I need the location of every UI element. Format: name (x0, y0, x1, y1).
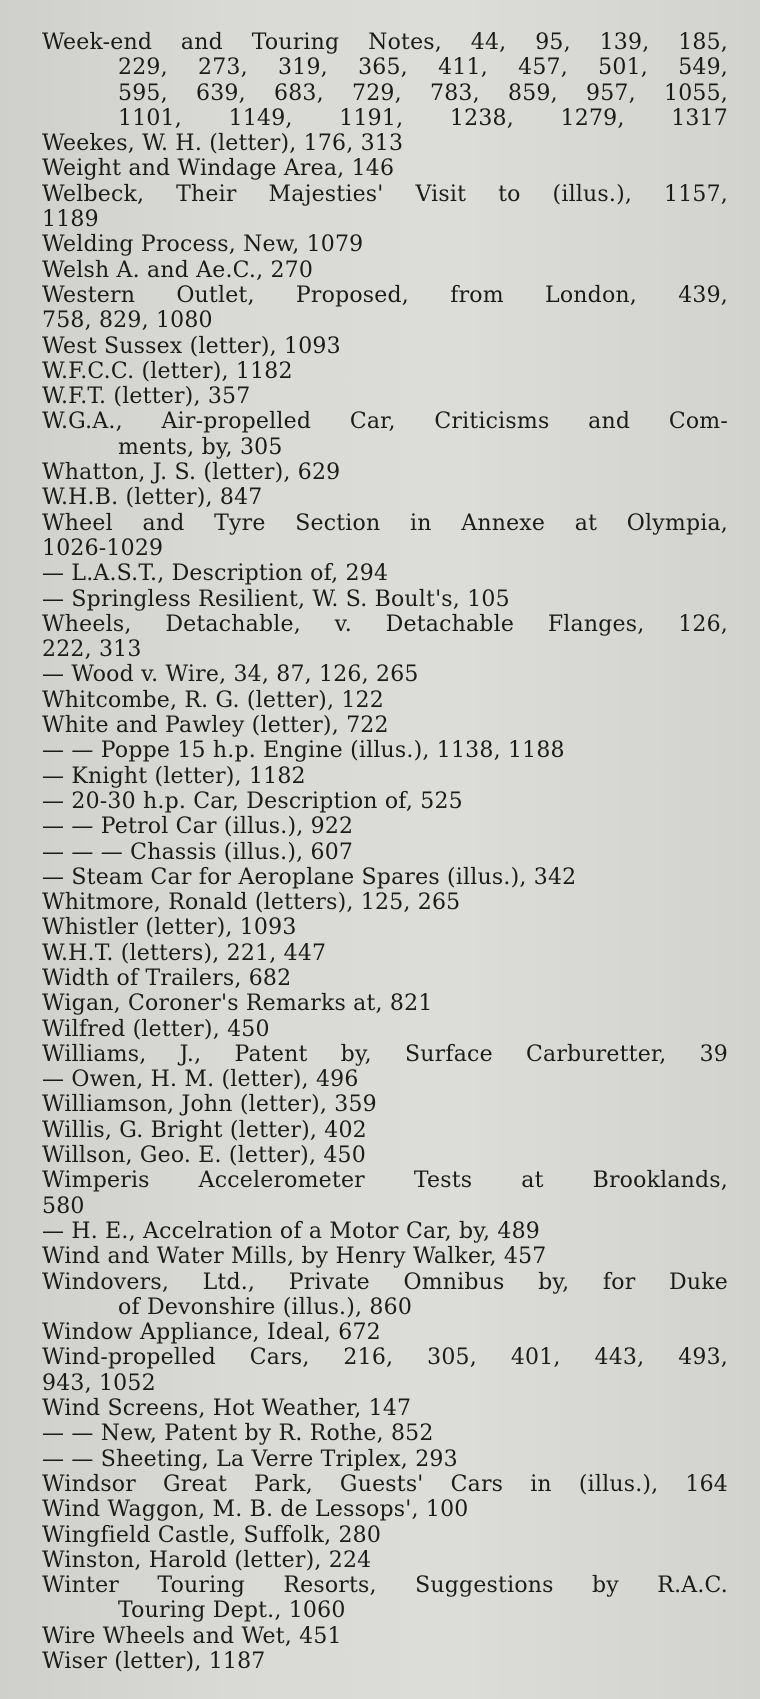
index-entry (42, 561, 728, 586)
index-entry-line: — H. E., Accelration of a Motor Car, by, 489 (42, 1218, 540, 1244)
index-entry (42, 890, 728, 915)
index-entry (42, 485, 728, 510)
index-entry (42, 1497, 728, 1522)
index-entry-line: Western Outlet, Proposed, from London, 439, (42, 282, 728, 308)
index-entry-line: — — New, Patent by R. Rothe, 852 (42, 1421, 434, 1447)
index-entry-line: Weight and Windage Area, 146 (42, 156, 395, 182)
index-entry (42, 258, 728, 283)
index-entry-line: Wind Waggon, M. B. de Lessops', 100 (42, 1497, 469, 1523)
index-entry (42, 991, 728, 1016)
index-entry-line: — 20-30 h.p. Car, Description of, 525 (42, 788, 463, 814)
index-entry-line: 1026-1029 (42, 535, 164, 561)
index-entry-line: W.G.A., Air-propelled Car, Criticisms and Com- (42, 409, 728, 435)
index-entry-line: Whitmore, Ronald (letters), 125, 265 (42, 890, 461, 916)
index-entry-line: — Springless Resilient, W. S. Boult's, 105 (42, 586, 510, 612)
index-entry-line: Whitcombe, R. G. (letter), 122 (42, 687, 384, 713)
index-entry-line: Week-end and Touring Notes, 44, 95, 139, 185, (42, 30, 728, 55)
index-entry-line: Whistler (letter), 1093 (42, 915, 297, 941)
index-entry (42, 1067, 728, 1092)
index-entry (42, 131, 728, 156)
index-entry (42, 1143, 728, 1168)
index-entry (42, 232, 728, 257)
index-entry (42, 409, 728, 460)
index-entry (42, 1421, 728, 1446)
index-entry-line: 943, 1052 (42, 1370, 156, 1396)
index-entry-line: Wind-propelled Cars, 216, 305, 401, 443, 493, (42, 1345, 728, 1371)
index-entry-line: Williams, J., Patent by, Surface Carburetter, 39 (42, 1041, 728, 1067)
index-entry (42, 713, 728, 738)
index-entry-line: Willis, G. Bright (letter), 402 (42, 1117, 367, 1143)
index-entry (42, 1649, 728, 1674)
index-entry (42, 1320, 728, 1345)
index-entry-line: — — Petrol Car (illus.), 922 (42, 814, 354, 840)
index-entry-line: Touring Dept., 1060 (118, 1598, 346, 1624)
index-entry (42, 688, 728, 713)
index-entry-line: Willson, Geo. E. (letter), 450 (42, 1143, 366, 1169)
index-entry-line: Welsh A. and Ae.C., 270 (42, 257, 314, 283)
index-entry-line: Wind and Water Mills, by Henry Walker, 457 (42, 1244, 547, 1270)
index-list (0, 30, 760, 1674)
index-entry (42, 1118, 728, 1143)
index-entry-line: Wigan, Coroner's Remarks at, 821 (42, 991, 433, 1017)
index-entry (42, 1244, 728, 1269)
index-entry-line: W.H.B. (letter), 847 (42, 485, 263, 511)
index-entry (42, 789, 728, 814)
index-entry-line: Wilfred (letter), 450 (42, 1016, 270, 1042)
index-entry (42, 182, 728, 233)
index-entry-line: Windovers, Ltd., Private Omnibus by, for Duke (42, 1269, 728, 1295)
index-entry-line: W.F.T. (letter), 357 (42, 384, 251, 410)
index-entry-line: Window Appliance, Ideal, 672 (42, 1320, 381, 1346)
index-entry (42, 1523, 728, 1548)
index-entry-line: White and Pawley (letter), 722 (42, 713, 389, 739)
index-entry-line: — L.A.S.T., Description of, 294 (42, 561, 389, 587)
index-entry-line: Weekes, W. H. (letter), 176, 313 (42, 131, 404, 157)
index-entry (42, 738, 728, 763)
index-entry-line: — Knight (letter), 1182 (42, 763, 306, 789)
index-entry (42, 840, 728, 865)
index-entry-line: Whatton, J. S. (letter), 629 (42, 460, 341, 486)
index-entry-line: W.H.T. (letters), 221, 447 (42, 940, 327, 966)
index-entry (42, 1624, 728, 1649)
index-entry (42, 511, 728, 562)
index-entry-line: West Sussex (letter), 1093 (42, 333, 341, 359)
index-entry (42, 1396, 728, 1421)
index-entry (42, 384, 728, 409)
index-entry-line: Williamson, John (letter), 359 (42, 1092, 377, 1118)
index-entry (42, 156, 728, 181)
index-entry-line: — Steam Car for Aeroplane Spares (illus.), 342 (42, 864, 577, 890)
index-entry-line: Wiser (letter), 1187 (42, 1649, 266, 1674)
index-entry (42, 966, 728, 991)
index-entry-line: Wire Wheels and Wet, 451 (42, 1623, 342, 1649)
index-entry-line: — Owen, H. M. (letter), 496 (42, 1067, 359, 1093)
index-entry-line: — — Sheeting, La Verre Triplex, 293 (42, 1446, 458, 1472)
index-entry (42, 915, 728, 940)
index-entry (42, 1447, 728, 1472)
index-entry-line: Wingfield Castle, Suffolk, 280 (42, 1522, 382, 1548)
index-entry (42, 865, 728, 890)
index-entry-line: of Devonshire (illus.), 860 (118, 1294, 413, 1320)
index-entry (42, 283, 728, 334)
index-entry-line: — — — Chassis (illus.), 607 (42, 839, 354, 865)
index-entry-line: Width of Trailers, 682 (42, 965, 292, 991)
index-entry-line: ments, by, 305 (118, 434, 283, 460)
index-entry-line: W.F.C.C. (letter), 1182 (42, 358, 293, 384)
index-entry-line: Wheel and Tyre Section in Annexe at Olympia, (42, 510, 728, 536)
index-entry-line: Windsor Great Park, Guests' Cars in (illus.), 164 (42, 1471, 728, 1497)
index-entry (42, 1042, 728, 1067)
index-entry-line: 580 (42, 1193, 85, 1219)
index-entry-line: Wind Screens, Hot Weather, 147 (42, 1396, 412, 1422)
index-entry (42, 1017, 728, 1042)
index-entry-line: 1189 (42, 207, 99, 233)
index-entry (42, 1092, 728, 1117)
index-entry (42, 1270, 728, 1321)
index-entry-line: Wimperis Accelerometer Tests at Brooklands, (42, 1168, 728, 1194)
index-entry (42, 941, 728, 966)
index-entry (42, 1573, 728, 1624)
index-entry-line: 595, 639, 683, 729, 783, 859, 957, 1055, (118, 80, 728, 106)
index-entry (42, 612, 728, 663)
index-entry (42, 1345, 728, 1396)
index-entry (42, 814, 728, 839)
index-entry-line: 1101, 1149, 1191, 1238, 1279, 1317 (118, 105, 728, 131)
index-entry-line: Welding Process, New, 1079 (42, 232, 364, 258)
index-entry (42, 662, 728, 687)
index-entry (42, 1472, 728, 1497)
index-entry (42, 334, 728, 359)
index-entry (42, 1548, 728, 1573)
index-entry-line: 222, 313 (42, 637, 142, 663)
index-entry (42, 1219, 728, 1244)
index-entry-line: 229, 273, 319, 365, 411, 457, 501, 549, (118, 55, 728, 81)
index-entry (42, 30, 728, 131)
index-entry-line: Winter Touring Resorts, Suggestions by R.A.C. (42, 1573, 728, 1599)
index-entry (42, 764, 728, 789)
index-entry (42, 1168, 728, 1219)
index-entry (42, 359, 728, 384)
index-entry-line: Wheels, Detachable, v. Detachable Flanges, 126, (42, 611, 728, 637)
index-entry-line: Winston, Harold (letter), 224 (42, 1547, 372, 1573)
index-entry-line: — — Poppe 15 h.p. Engine (illus.), 1138, 1188 (42, 738, 565, 764)
index-entry (42, 587, 728, 612)
index-entry-line: Welbeck, Their Majesties' Visit to (illus.), 1157, (42, 181, 728, 207)
index-entry-line: 758, 829, 1080 (42, 308, 213, 334)
index-entry (42, 460, 728, 485)
index-entry-line: — Wood v. Wire, 34, 87, 126, 265 (42, 662, 419, 688)
